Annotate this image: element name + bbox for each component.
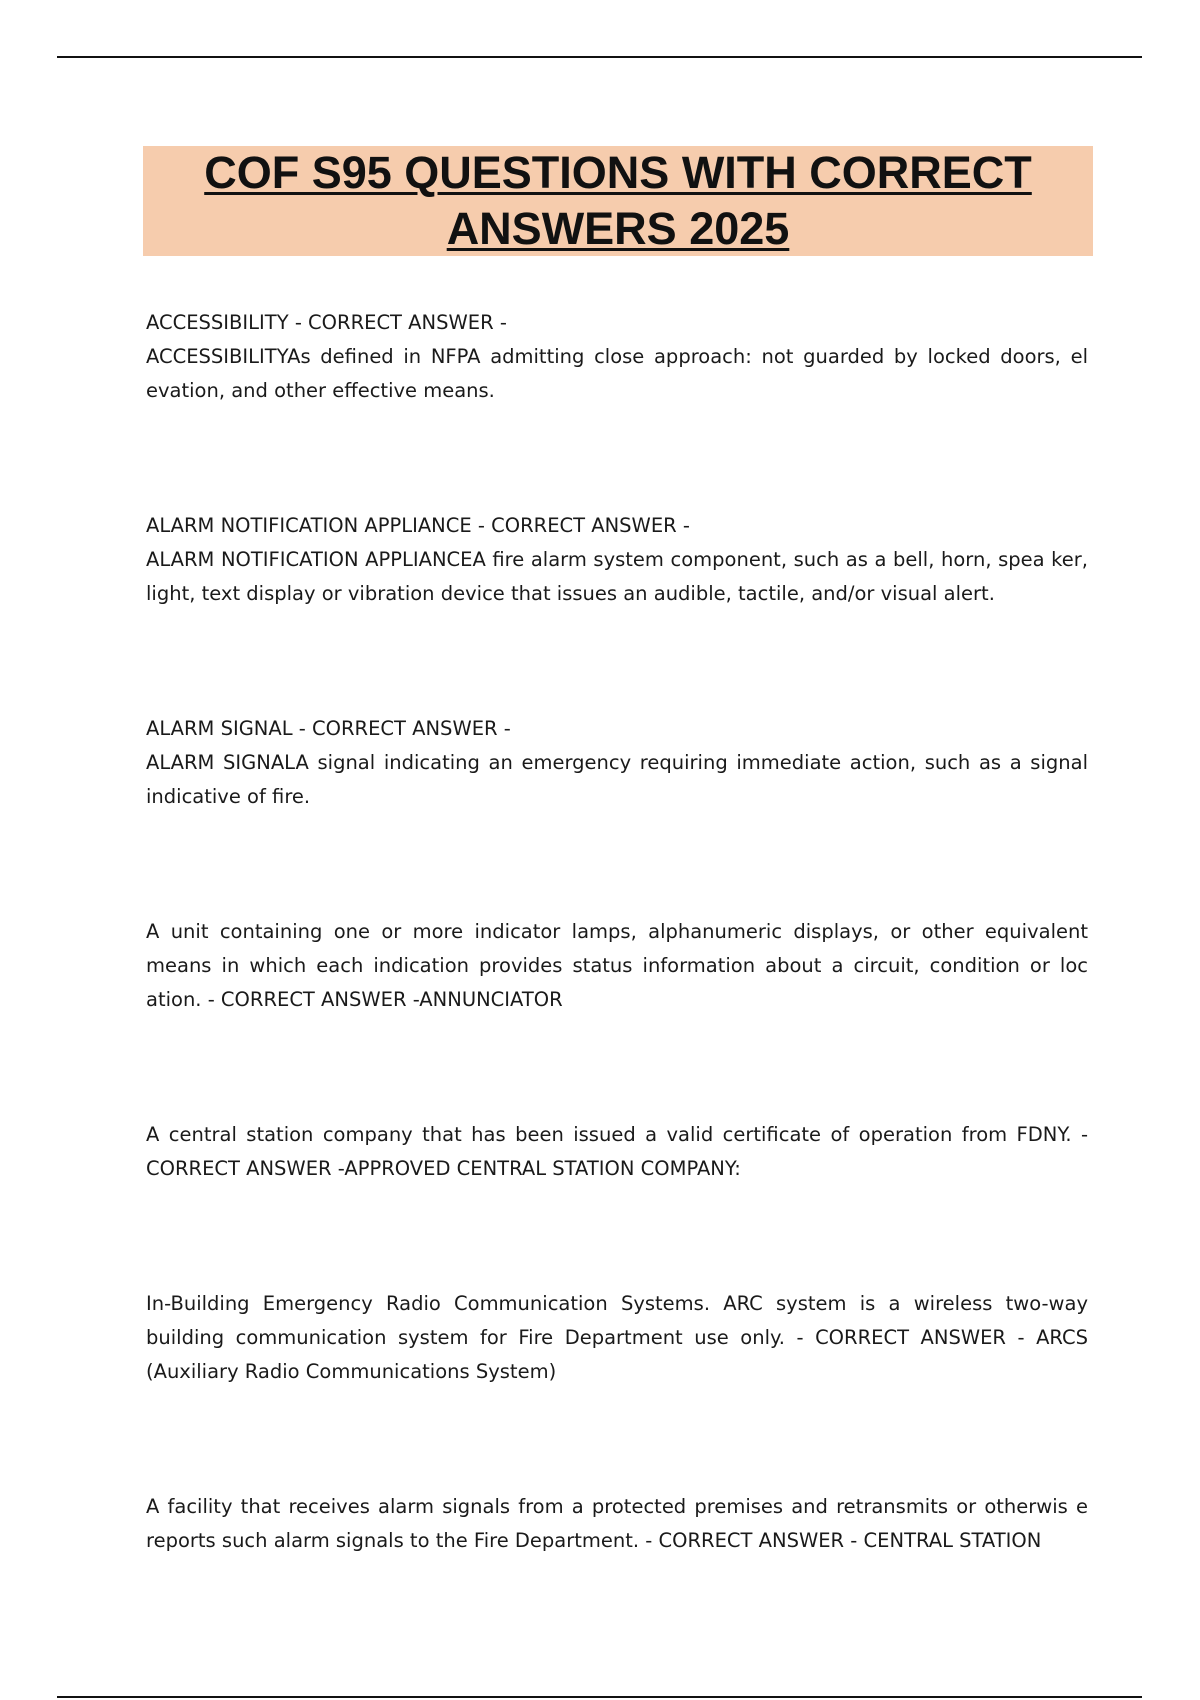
qa-text: ALARM SIGNALA signal indicating an emergency requiring immediate action, such as a signal indicative of fire. bbox=[146, 751, 1088, 808]
qa-text: In-Building Emergency Radio Communication Systems. ARC system is a wireless two-way building communication system for Fire Department use only. - CORRECT ANSWER - ARCS (Auxiliary Radio Communications System) bbox=[146, 1292, 1088, 1383]
qa-entry bbox=[146, 1118, 1088, 1186]
page-title: COF S95 QUESTIONS WITH CORRECT ANSWERS 2025 bbox=[204, 147, 1032, 254]
qa-text: ACCESSIBILITYAs defined in NFPA admitting close approach: not guarded by locked doors, el evation, and other effective means. bbox=[146, 345, 1088, 402]
qa-entry bbox=[146, 1490, 1088, 1558]
qa-list bbox=[146, 306, 1088, 1659]
qa-text: A facility that receives alarm signals from a protected premises and retransmits or otherwis e reports such alarm signals to the Fire Department. - CORRECT ANSWER - CENTRAL STATION bbox=[146, 1495, 1088, 1552]
qa-entry bbox=[146, 509, 1088, 611]
title-banner bbox=[143, 146, 1093, 256]
qa-entry bbox=[146, 712, 1088, 814]
qa-term: ALARM NOTIFICATION APPLIANCE - CORRECT ANSWER - bbox=[146, 514, 690, 537]
qa-entry bbox=[146, 1287, 1088, 1389]
qa-term: ALARM SIGNAL - CORRECT ANSWER - bbox=[146, 717, 511, 740]
qa-text: A unit containing one or more indicator lamps, alphanumeric displays, or other equivalent means in which each indication provides status information about a circuit, condition or loc ation. - CORRECT ANSWER -ANNUNCIATOR bbox=[146, 920, 1088, 1011]
qa-entry bbox=[146, 915, 1088, 1017]
bottom-divider bbox=[57, 1696, 1142, 1698]
qa-text: ALARM NOTIFICATION APPLIANCEA fire alarm system component, such as a bell, horn, spea ker, light, text display or vibration device that issues an audible, tactile, and/or visual alert. bbox=[146, 548, 1088, 605]
qa-text: A central station company that has been issued a valid certificate of operation from FDNY. - CORRECT ANSWER -APPROVED CENTRAL STATION COMPANY: bbox=[146, 1123, 1088, 1180]
qa-entry bbox=[146, 306, 1088, 408]
qa-term: ACCESSIBILITY - CORRECT ANSWER - bbox=[146, 311, 507, 334]
top-divider bbox=[57, 56, 1142, 58]
